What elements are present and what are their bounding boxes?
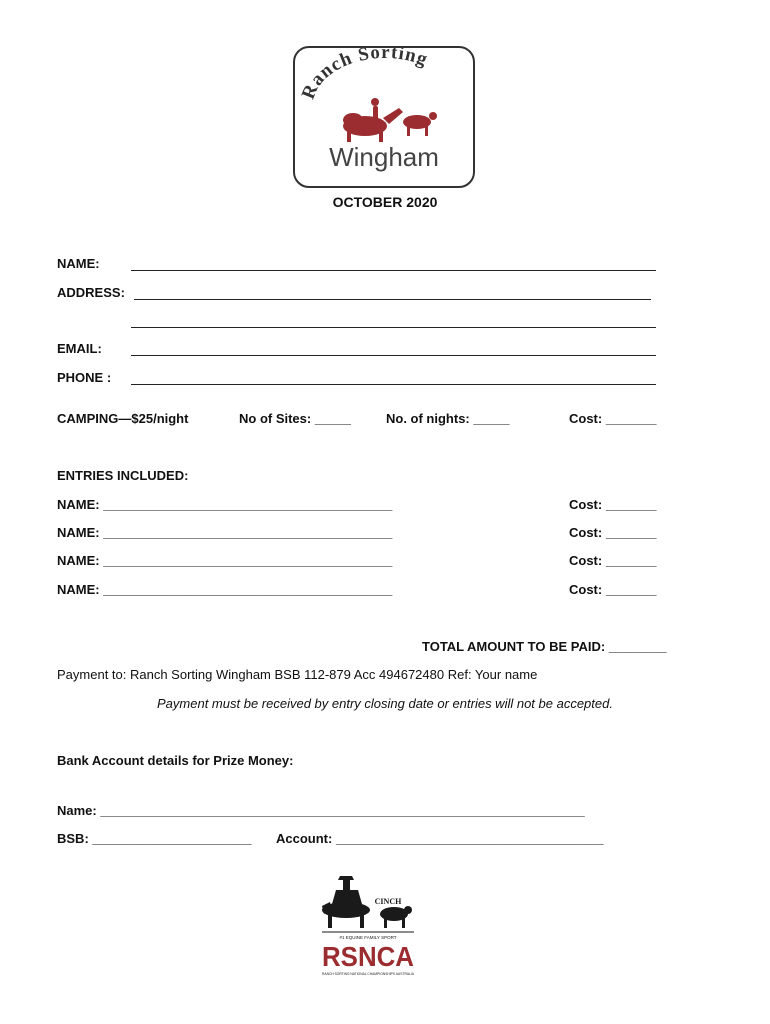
address-field-line-1[interactable] [134, 299, 651, 300]
account-field[interactable]: Account: _____________________________________ [276, 831, 604, 846]
logo-text-top: Ranch Sorting [297, 48, 431, 103]
payment-note: Payment must be received by entry closing date or entries will not be accepted. [157, 696, 613, 711]
email-field[interactable] [131, 355, 656, 356]
address-field-line-2[interactable] [131, 327, 656, 328]
name-label: NAME: [57, 256, 100, 271]
logo-graphic [295, 48, 473, 186]
camping-label: CAMPING—$25/night [57, 411, 189, 426]
nights-field[interactable]: No. of nights: _____ [386, 411, 510, 426]
logo-text-bottom: Wingham [329, 142, 439, 172]
entry-name-field[interactable]: NAME: ________________________________________ [57, 582, 393, 597]
entry-cost-field[interactable]: Cost: _______ [569, 497, 657, 512]
page-title: OCTOBER 2020 [332, 194, 438, 210]
sites-field[interactable]: No of Sites: _____ [239, 411, 351, 426]
phone-field[interactable] [131, 384, 656, 385]
phone-label: PHONE : [57, 370, 112, 385]
name-field[interactable] [131, 270, 656, 271]
tagline-text: #1 EQUINE FAMILY SPORT [339, 935, 397, 940]
address-label: ADDRESS: [57, 285, 125, 300]
entries-heading: ENTRIES INCLUDED: [57, 468, 189, 483]
entry-name-field[interactable]: NAME: ________________________________________ [57, 525, 393, 540]
bank-heading: Bank Account details for Prize Money: [57, 753, 294, 768]
bank-name-field[interactable]: Name: ___________________________________________________________________ [57, 803, 585, 818]
entry-cost-field[interactable]: Cost: _______ [569, 553, 657, 568]
rsnca-logo-graphic [318, 870, 418, 980]
entry-cost-field[interactable]: Cost: _______ [569, 525, 657, 540]
rsnca-logo [318, 870, 418, 980]
entry-cost-field[interactable]: Cost: _______ [569, 582, 657, 597]
email-label: EMAIL: [57, 341, 102, 356]
cinch-text: CINCH [374, 897, 402, 906]
total-amount-field[interactable]: TOTAL AMOUNT TO BE PAID: ________ [422, 639, 667, 654]
bsb-field[interactable]: BSB: ______________________ [57, 831, 252, 846]
horse-rider-icon [343, 98, 437, 142]
ranch-sorting-wingham-logo [293, 46, 475, 188]
entry-name-field[interactable]: NAME: ________________________________________ [57, 497, 393, 512]
entry-name-field[interactable]: NAME: ________________________________________ [57, 553, 393, 568]
rsnca-text: RSNCA [322, 941, 414, 972]
camping-cost-field[interactable]: Cost: _______ [569, 411, 657, 426]
svg-text:Ranch Sorting [298, 48, 431, 102]
rsnca-full-name: RANCH SORTING NATIONAL CHAMPIONSHIPS AUSTRALIA [322, 972, 415, 976]
payment-details: Payment to: Ranch Sorting Wingham BSB 112-879 Acc 494672480 Ref: Your name [57, 667, 538, 682]
